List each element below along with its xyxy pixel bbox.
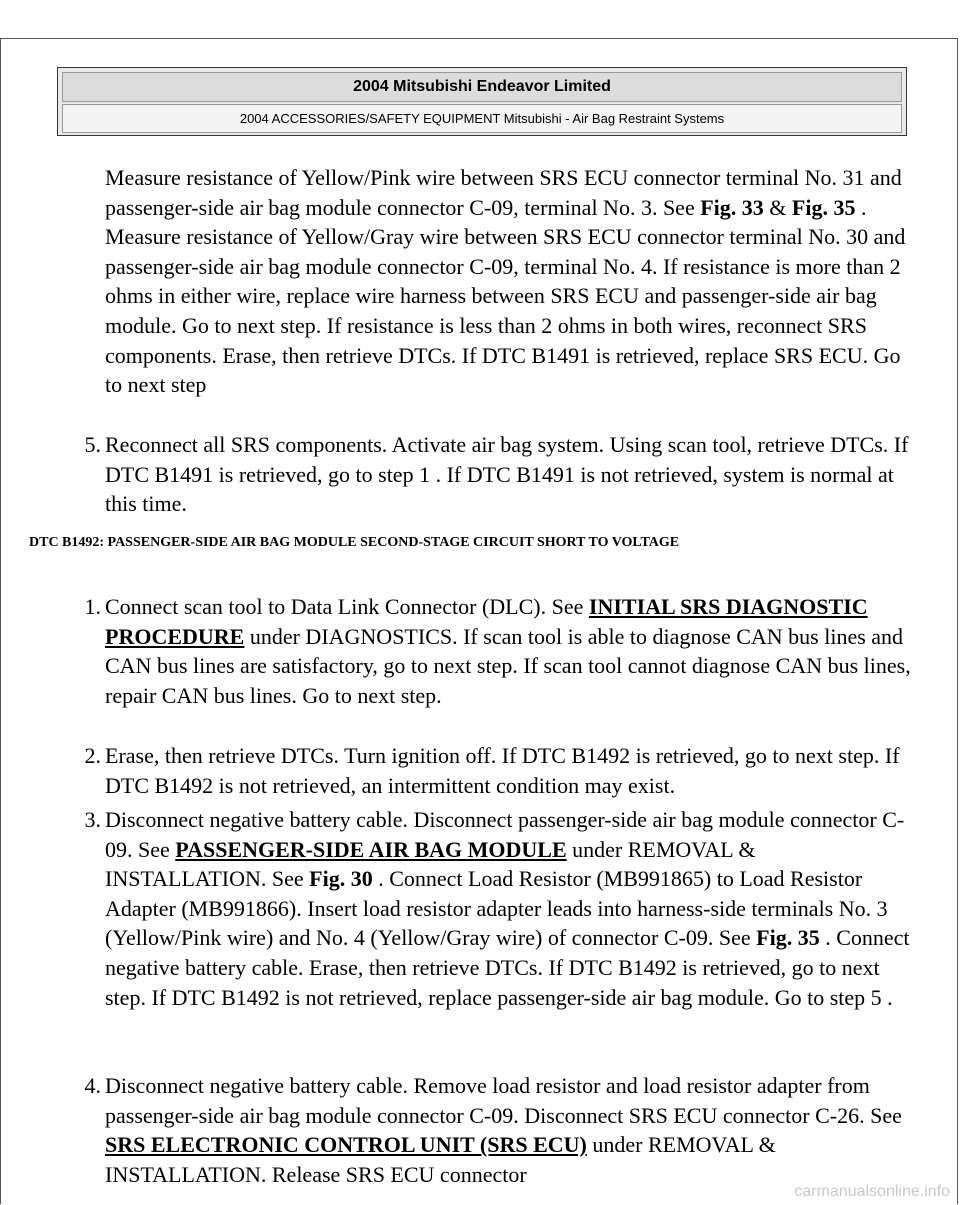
- text-run: under DIAGNOSTICS. If scan tool is able to diagnose CAN bus lines and CAN bus lines are satisfactory, go to next step. If scan tool cannot diagnose CAN bus lines, repair CAN bus lines. Go to next step.: [105, 623, 911, 708]
- step-number: 2.: [84, 743, 101, 768]
- text-run: Disconnect negative battery cable. Disconnect passenger-side air bag module connector C-09. See: [105, 807, 905, 862]
- step-text: Erase, then retrieve DTCs. Turn ignition off. If DTC B1492 is retrieved, go to next step. If DTC B1492 is not retrieved, an intermittent condition may exist.: [105, 743, 900, 798]
- text-run: under REMOVAL & INSTALLATION. See: [105, 836, 756, 892]
- document-title: 2004 Mitsubishi Endeavor Limited: [62, 72, 902, 102]
- text-run: . Connect Load Resistor (MB991865) to Load Resistor Adapter (MB991866). Insert load resistor adapter leads into harness-side terminals No. 3 (Yellow/Pink wire) and No. 4 (Yellow/Gray wire) of connector C-09. See: [105, 866, 888, 951]
- text-run: Disconnect negative battery cable. Remove load resistor and load resistor adapter from passenger-side air bag module connector C-09. Disconnect SRS ECU connector C-26. See: [105, 1073, 902, 1128]
- text-run: . Measure resistance of Yellow/Gray wire between SRS ECU connector terminal No. 30 and passenger-side air bag module connector C-09, terminal No. 4. If resistance is more than 2 ohms in either wire, replace wire harness between SRS ECU and passenger-side air bag module. Go to next step. If resistance is less than 2 ohms in both wires, reconnect SRS components. Erase, then retrieve DTCs. If DTC B1491 is retrieved, replace SRS ECU. Go to next step: [105, 194, 906, 398]
- fig-35-link[interactable]: Fig. 35: [791, 194, 856, 220]
- step-number: 4.: [84, 1073, 101, 1098]
- step-number: 5.: [84, 432, 101, 457]
- text-run: Connect scan tool to Data Link Connector (DLC). See: [105, 594, 589, 619]
- watermark: carmanualsonline.info: [794, 1183, 950, 1200]
- fig-35-link[interactable]: Fig. 35: [756, 925, 820, 951]
- passenger-side-air-bag-module-link[interactable]: PASSENGER-SIDE AIR BAG MODULE: [175, 836, 567, 862]
- text-run: under REMOVAL & INSTALLATION. Release SRS ECU connector: [105, 1132, 776, 1187]
- text-run: &: [763, 194, 792, 220]
- step-2: [84, 741, 915, 800]
- continued-step-text: [105, 163, 915, 400]
- step-3: [84, 805, 915, 1012]
- text-run: Measure resistance of Yellow/Pink wire between SRS ECU connector terminal No. 31 and passenger-side air bag module connector C-09, terminal No. 3. See: [105, 165, 902, 220]
- step-number: 1.: [84, 594, 101, 619]
- step-4: [84, 1071, 915, 1189]
- step-5-previous: [84, 430, 915, 519]
- fig-33-link[interactable]: Fig. 33: [700, 194, 764, 220]
- srs-ecu-link[interactable]: SRS ELECTRONIC CONTROL UNIT (SRS ECU): [105, 1132, 587, 1158]
- step-number: 3.: [84, 807, 101, 832]
- fig-30-link[interactable]: Fig. 30: [309, 866, 373, 892]
- section-heading: DTC B1492: PASSENGER-SIDE AIR BAG MODULE SECOND-STAGE CIRCUIT SHORT TO VOLTAGE: [29, 535, 680, 550]
- initial-srs-diagnostic-procedure-link[interactable]: INITIAL SRS DIAGNOSTIC PROCEDURE: [105, 594, 868, 649]
- document-subtitle: 2004 ACCESSORIES/SAFETY EQUIPMENT Mitsubishi - Air Bag Restraint Systems: [62, 104, 902, 133]
- step-text: Reconnect all SRS components. Activate air bag system. Using scan tool, retrieve DTCs. If DTC B1491 is retrieved, go to step 1 . If DTC B1491 is not retrieved, system is normal at this time.: [105, 432, 909, 517]
- step-1: [84, 592, 915, 710]
- text-run: . Connect negative battery cable. Erase, then retrieve DTCs. If DTC B1492 is retrieved, go to next step. If DTC B1492 is not retrieved, replace passenger-side air bag module. Go to step 5 .: [105, 925, 910, 1010]
- document-header: [57, 67, 907, 136]
